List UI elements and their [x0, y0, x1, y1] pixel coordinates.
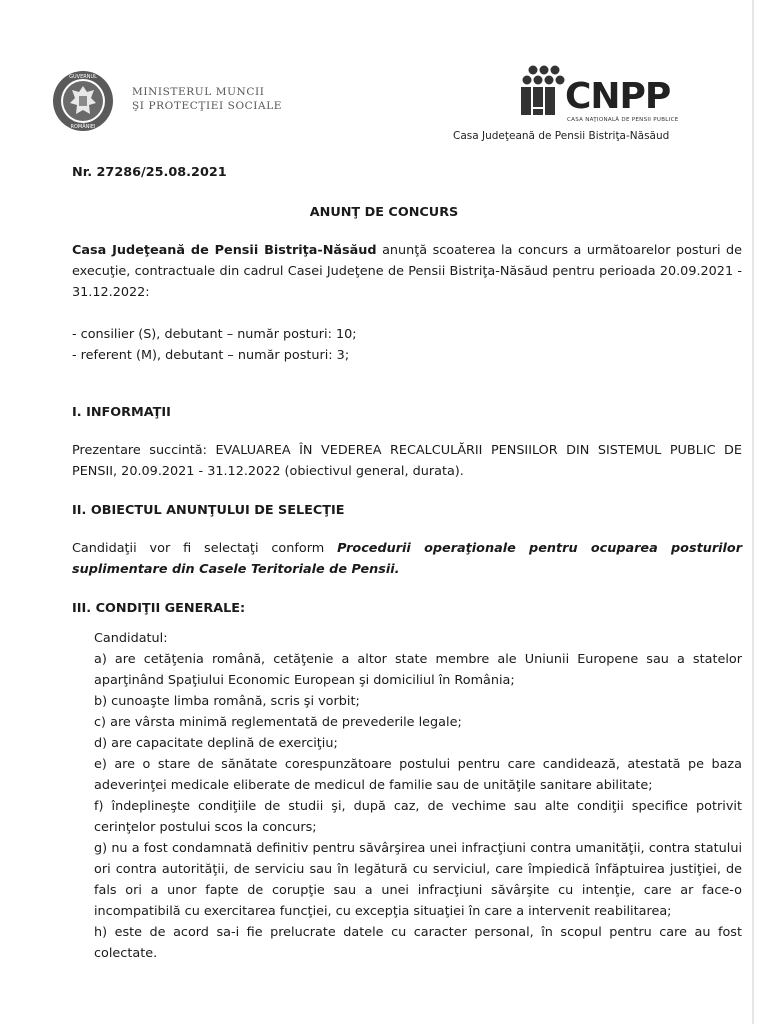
section-3-lead: Candidatul:	[94, 631, 168, 646]
ministry-name	[132, 85, 282, 113]
post-item: - consilier (S), debutant – număr posturi: 10;	[72, 327, 357, 342]
section-3-title: III. CONDIŢII GENERALE:	[72, 601, 246, 616]
ministry-line-1: MINISTERUL MUNCII	[132, 86, 265, 98]
section-2-title: II. OBIECTUL ANUNŢULUI DE SELECŢIE	[72, 503, 345, 518]
intro-text: anunţă scoaterea la concurs a următoarelor posturi de execuţie, contractuale din cadrul Casei Judeţene de Pensii Bistriţa-Năsăud pentru perioada 20.09.2021 - 31.12.2022:	[72, 243, 743, 300]
intro-paragraph	[72, 240, 742, 303]
condition-item-a: a) are cetăţenia română, cetăţenie a altor state membre ale Uniunii Europene sau a statelor aparţinând Spaţiului Economic European şi domiciliul în România;	[94, 652, 742, 688]
intro-institution: Casa Judeţeană de Pensii Bistriţa-Năsăud	[72, 243, 377, 258]
section-2-text-plain: Candidaţii vor fi selectaţi conform	[72, 541, 338, 556]
cnpp-wordmark: CNPP	[565, 76, 671, 117]
ministry-line-2: ŞI PROTECŢIEI SOCIALE	[132, 100, 283, 112]
section-2-procedure-reference: Procedurii operaţionale pentru ocuparea posturilor suplimentare din Casele Teritoriale de Pensii.	[72, 541, 742, 577]
cnpp-county-name: Casa Judeţeană de Pensii Bistriţa-Năsăud	[453, 130, 670, 142]
cnpp-logo	[453, 64, 705, 154]
government-seal-logo	[52, 70, 114, 132]
cnpp-subtitle: CASA NAŢIONALĂ DE PENSII PUBLICE	[567, 117, 679, 123]
page-edge-shadow	[752, 0, 754, 1024]
condition-item-b: b) cunoaşte limba română, scris şi vorbit;	[94, 694, 360, 709]
posts-list	[72, 324, 357, 366]
seal-text-top: GUVERNUL	[69, 74, 97, 80]
section-2-text	[72, 538, 742, 580]
post-item: - referent (M), debutant – număr posturi: 3;	[72, 348, 350, 363]
condition-item-c: c) are vârsta minimă reglementată de prevederile legale;	[94, 715, 462, 730]
condition-item-d: d) are capacitate deplină de exerciţiu;	[94, 736, 338, 751]
conditions-list	[94, 649, 742, 964]
condition-item-g: g) nu a fost condamnată definitiv pentru săvârşirea unei infracţiuni contra umanităţii, contra statului ori contra autorităţii, de serviciu sau în legătură cu serviciul, care împiedică înfăptuirea justiţiei, de fals ori a unor fapte de corupţie sau a unei infracţiuni săvârşite cu intenţie, care ar face-o incompatibilă cu exercitarea funcţiei, cu excepţia situaţiei în care a intervenit reabilitarea;	[94, 841, 742, 919]
condition-item-e: e) are o stare de sănătate corespunzătoare postului pentru care candidează, atestată pe baza adeverinţei medicale eliberate de medicul de familie sau de unităţile sanitare abilitate;	[94, 757, 742, 793]
section-1-text: Prezentare succintă: EVALUAREA ÎN VEDEREA RECALCULĂRII PENSIILOR DIN SISTEMUL PUBLIC DE PENSII, 20.09.2021 - 31.12.2022 (obiectivul general, durata).	[72, 443, 742, 479]
condition-item-f: f) îndeplineşte condiţiile de studii şi, după caz, de vechime sau alte condiţii specifice potrivit cerinţelor postului scos la concurs;	[94, 799, 742, 835]
condition-item-h: h) este de acord sa-i fie prelucrate datele cu caracter personal, în scopul pentru care au fost colectate.	[94, 925, 742, 961]
document-title: ANUNŢ DE CONCURS	[309, 205, 459, 220]
section-1-title: I. INFORMAŢII	[72, 405, 171, 420]
seal-text-bottom: ROMÂNIEI	[70, 124, 96, 130]
document-number: Nr. 27286/25.08.2021	[72, 165, 227, 180]
